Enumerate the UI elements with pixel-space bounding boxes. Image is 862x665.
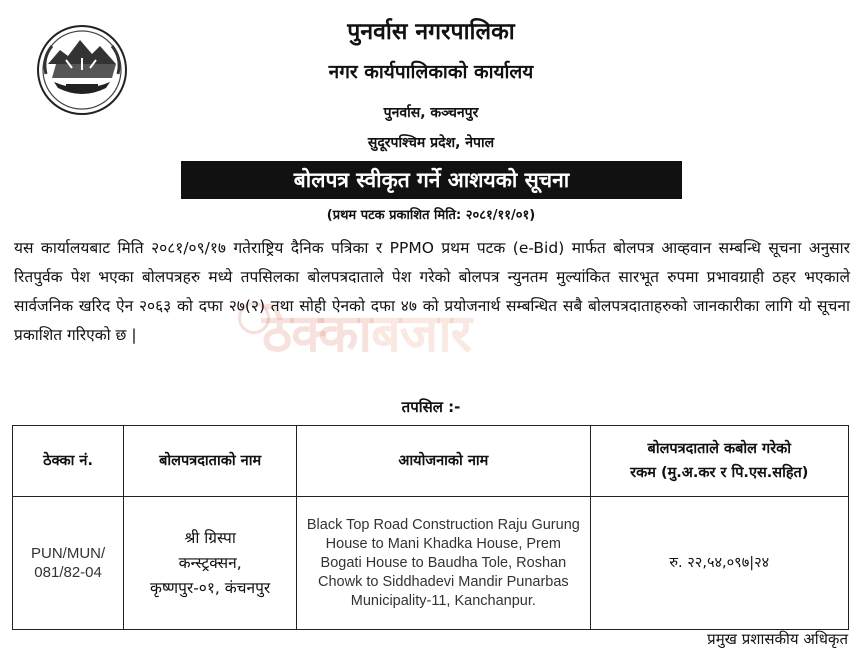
project-name-cell: Black Top Road Construction Raju Gurung House to Mani Khadka House, Prem Bogati House to Baudha Tole, Roshan Chowk to Siddhadevi Mandir Punarbas Municipality-11, Kanchanpur. — [297, 497, 590, 630]
header-bid-amount-line2: रकम (मु.अ.कर र पि.एस.सहित) — [630, 465, 809, 481]
office-address: पुनर्वास, कञ्चनपुर — [383, 105, 479, 121]
header-bid-amount — [590, 426, 848, 497]
notice-body: यस कार्यालयबाट मिति २०८१/०९/१७ गतेराष्ट्रिय दैनिक पत्रिका र PPMO प्रथम पटक (e-Bid) मार्फत बोलपत्र आव्हवान सम्बन्धि सूचना अनुसार रितपुर्वक पेश भएका बोलपत्रहरु मध्ये तपसिलका बोलपत्रदाताले पेश गरेको बोलपत्र न्युनतम मुल्यांकित सारभूत रुपमा प्रभावग्राही ठहर भएकाले सार्वजनिक खरिद ऐन २०६३ को दफा २७(२) तथा सोही ऐनको दफा ४७ को प्रयोजनार्थ सम्बन्धित सबै बोलपत्रदाताहरुको जानकारीका लागि यो सूचना प्रकाशित गरिएको छ | — [14, 239, 850, 344]
bid-table — [12, 425, 849, 630]
bid-amount-cell: रु. २२,५४,०९७|२४ — [590, 497, 848, 630]
bidder-name-cell: श्री ग्रिस्पा कन्स्ट्रक्सन, कृष्णपुर-०१, कंचनपुर — [124, 497, 297, 630]
watermark-part2: बजार — [370, 304, 471, 364]
notice-title: बोलपत्र स्वीकृत गर्ने आशयको सूचना — [181, 161, 682, 199]
header-bid-amount-line1: बोलपत्रदाताले कबोल गरेको — [647, 441, 792, 457]
table-row — [13, 497, 849, 630]
header-bidder-name: बोलपत्रदाताको नाम — [124, 426, 297, 497]
publication-date: (प्रथम पटक प्रकाशित मिति: २०८१/११/०१) — [326, 208, 536, 223]
header-project-name: आयोजनाको नाम — [297, 426, 590, 497]
table-header-row — [13, 426, 849, 497]
municipality-name: पुनर्वास नगरपालिका — [347, 19, 515, 45]
province-line: सुदूरपश्चिम प्रदेश, नेपाल — [367, 135, 495, 151]
header-contract-no: ठेक्का नं. — [13, 426, 124, 497]
watermark-part1: ठेक्का — [262, 304, 371, 364]
schedule-caption: तपसिल :- — [401, 398, 461, 416]
office-name: नगर कार्यपालिकाको कार्यालय — [328, 61, 534, 83]
signatory-title: प्रमुख प्रशासकीय अधिकृत — [707, 630, 848, 648]
contract-no-cell: PUN/MUN/ 081/82-04 — [13, 497, 124, 630]
